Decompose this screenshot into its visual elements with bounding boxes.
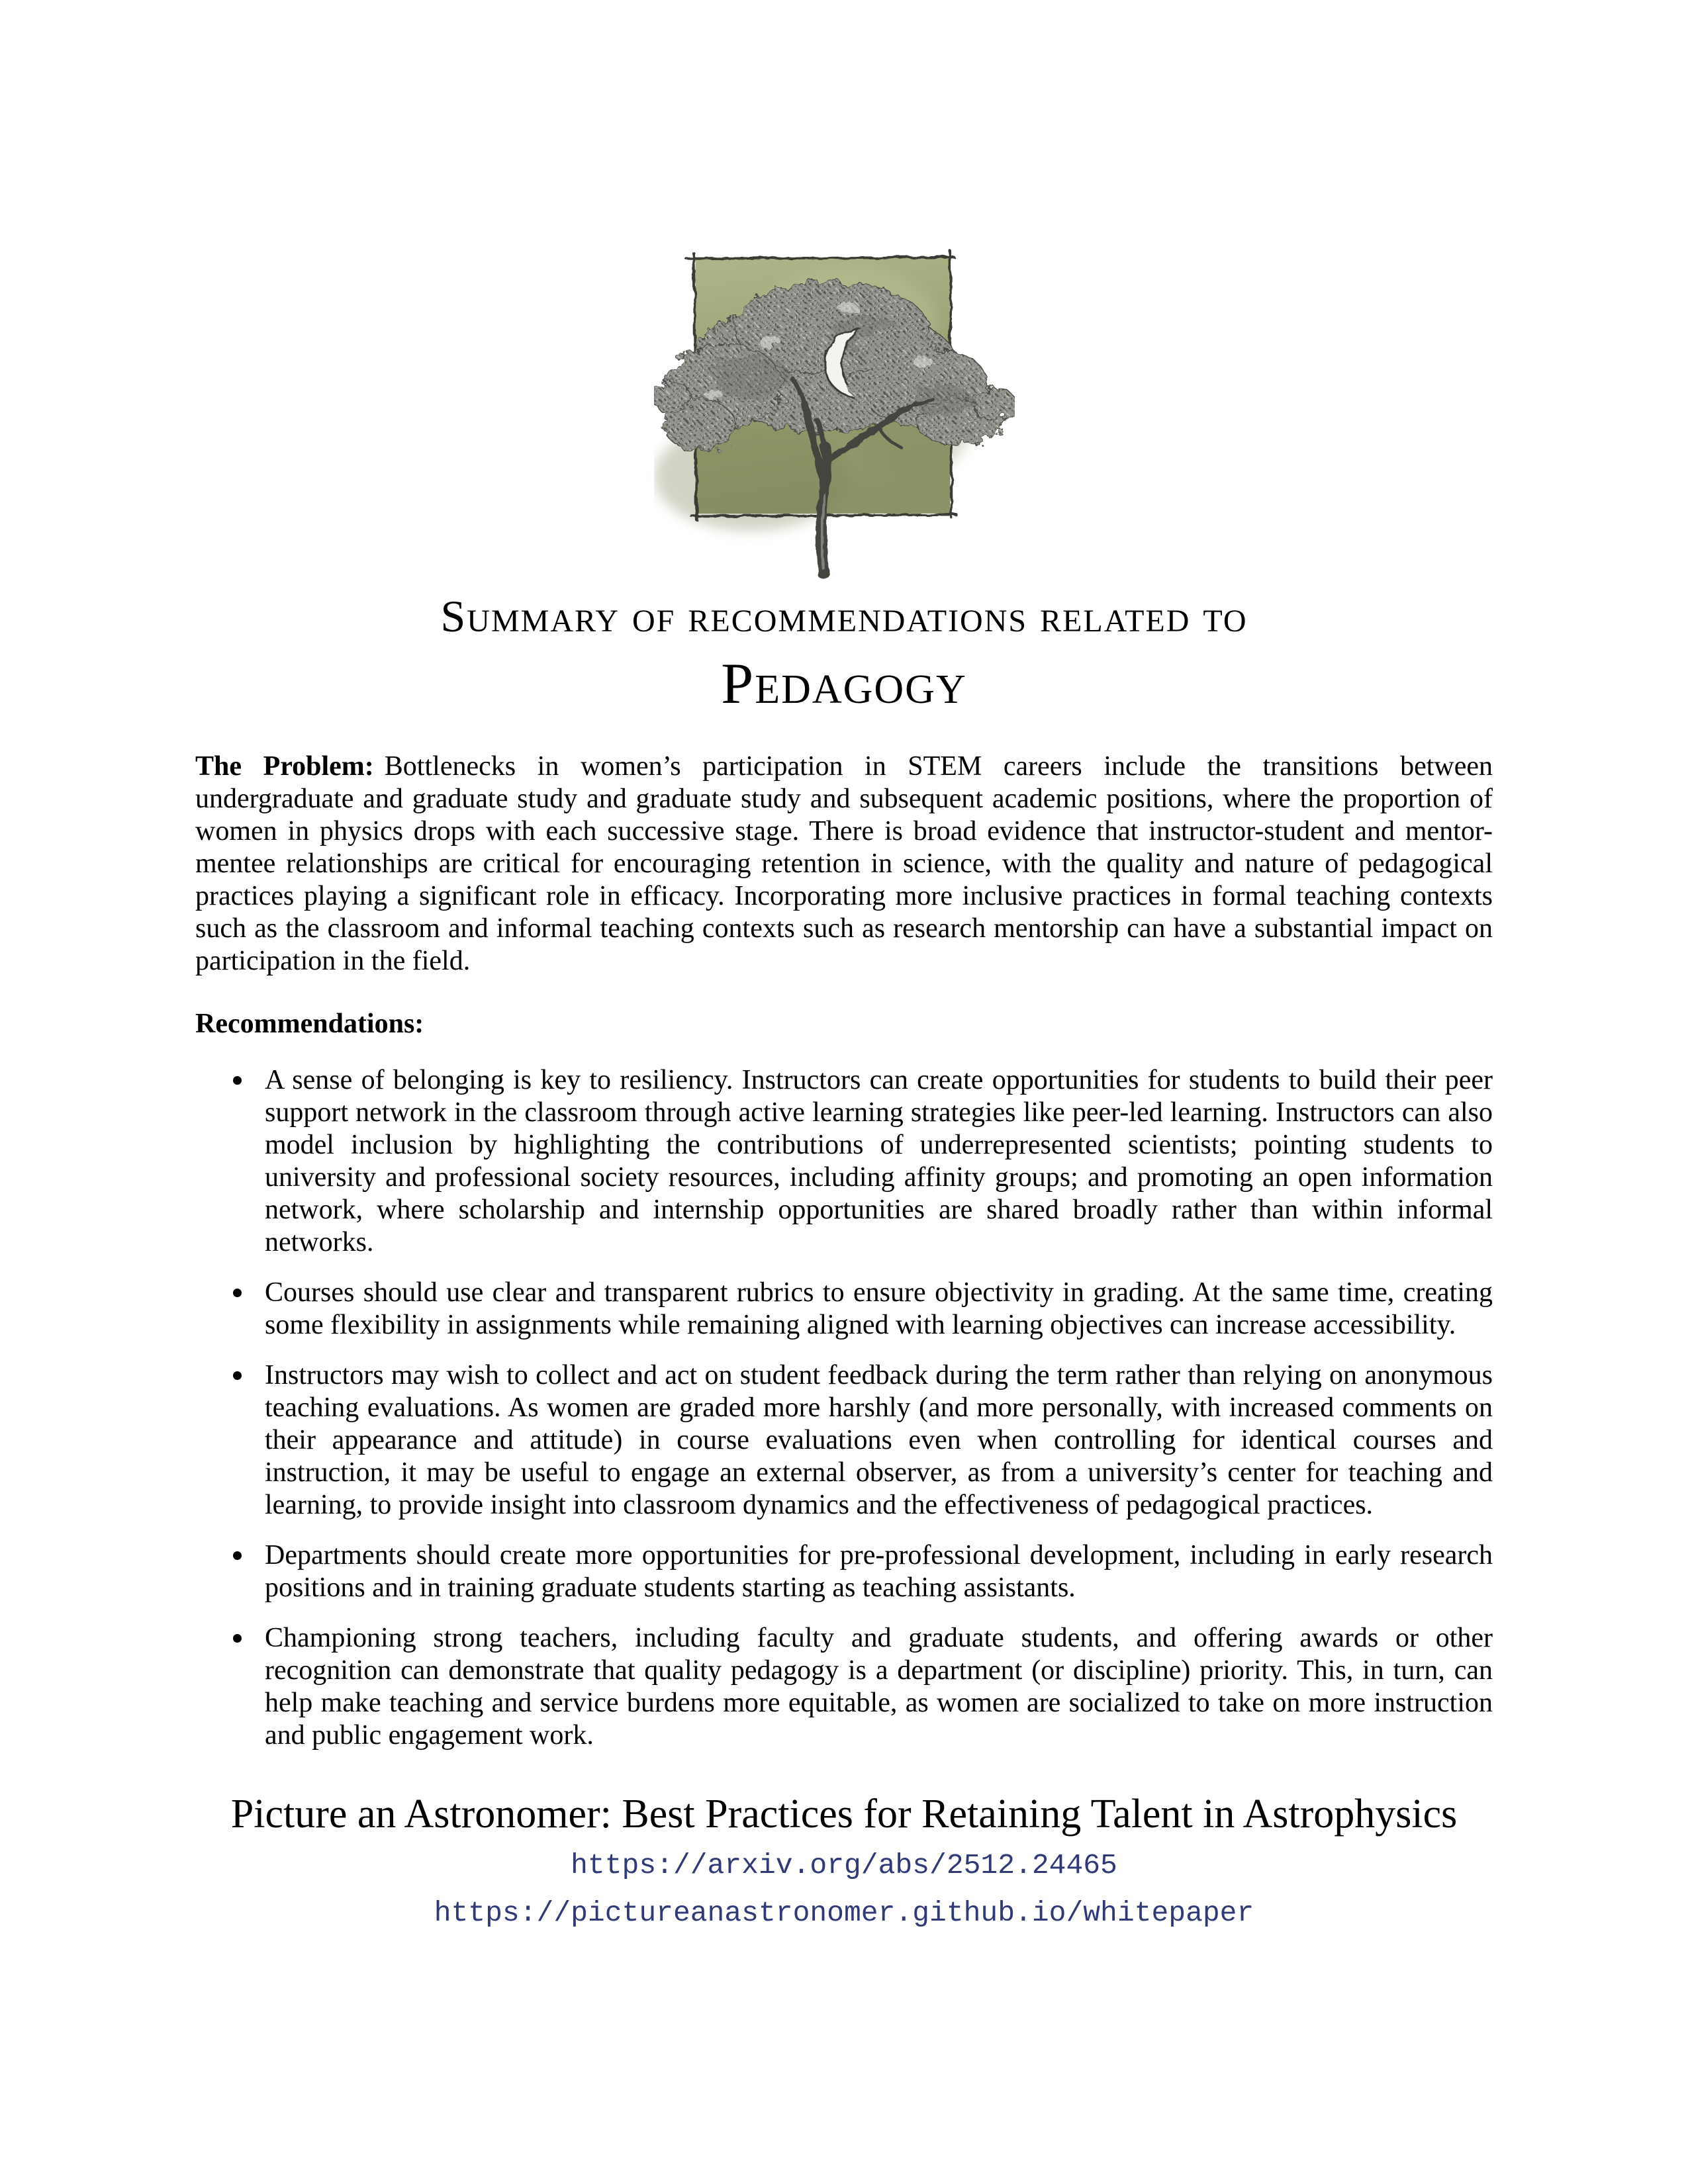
whitepaper-link[interactable]: https://pictureanastronomer.github.io/whitepaper <box>434 1897 1254 1929</box>
list-item-text: Instructors may wish to collect and act on student feedback during the term rather than relying on anonymous teaching evaluations. As women are graded more harshly (and more personally, with increased comments on their appearance and attitude) in course evaluations even when controlling for identical courses and instruction, it may be useful to engage an external observer, as from a university’s center for teaching and learning, to provide insight into classroom dynamics and the effectiveness of pedagogical practices. <box>265 1360 1493 1520</box>
bullet-icon <box>233 1634 242 1643</box>
problem-paragraph <box>195 751 1493 978</box>
list-item-text: Departments should create more opportunities for pre-professional development, including in early research positions and in training graduate students starting as teaching assistants. <box>265 1540 1493 1603</box>
bullet-icon <box>233 1371 242 1380</box>
list-item-text: A sense of belonging is key to resiliency. Instructors can create opportunities for students to build their peer support network in the classroom through active learning strategies like peer-led learning. Instructors can also model inclusion by highlighting the contributions of underrepresented scientists; pointing students to university and professional society resources, including affinity groups; and promoting an open information network, where scholarship and internship opportunities are shared broadly rather than within informal networks. <box>265 1065 1493 1257</box>
list-item-text: Courses should use clear and transparent rubrics to ensure objectivity in grading. At the same time, creating some flexibility in assignments while remaining aligned with learning objectives can increase accessibility. <box>265 1277 1493 1340</box>
title-kicker: Summary of recommendations related to <box>440 591 1248 641</box>
recommendations-heading: Recommendations: <box>195 1009 424 1039</box>
list-item <box>265 1064 1493 1259</box>
footer-links <box>195 1842 1493 1937</box>
recommendations-list <box>195 1064 1493 1752</box>
problem-text: Bottlenecks in women’s participation in STEM careers include the transitions between undergraduate and graduate study and graduate study and subsequent academic positions, where the proportion of women in physics drops with each successive stage. There is broad evidence that instructor-student and mentor-mentee relationships are critical for encouraging retention in science, with the quality and nature of pedagogical practices playing a significant role in efficacy. Incorporating more inclusive practices in formal teaching contexts such as the classroom and informal teaching contexts such as research mentorship can have a substantial impact on participation in the field. <box>195 751 1493 976</box>
list-item <box>265 1359 1493 1522</box>
list-item-text: Championing strong teachers, including faculty and graduate students, and offering awards or other recognition can demonstrate that quality pedagogy is a department (or discipline) priority. This, in turn, can help make teaching and service burdens more equitable, as women are socialized to take on more instruction and public engagement work. <box>265 1623 1493 1751</box>
bullet-icon <box>233 1076 242 1085</box>
problem-label: The Problem: <box>195 751 374 782</box>
list-item <box>265 1622 1493 1752</box>
tree-moon-illustration <box>654 232 1015 582</box>
paper-title: Picture an Astronomer: Best Practices for Retaining Talent in Astrophysics <box>230 1792 1458 1837</box>
page-title: Pedagogy <box>721 652 967 716</box>
list-item <box>265 1277 1493 1342</box>
arxiv-link[interactable]: https://arxiv.org/abs/2512.24465 <box>571 1849 1117 1882</box>
footer <box>195 1792 1493 1937</box>
list-item <box>265 1539 1493 1604</box>
bullet-icon <box>233 1289 242 1297</box>
bullet-icon <box>233 1551 242 1560</box>
